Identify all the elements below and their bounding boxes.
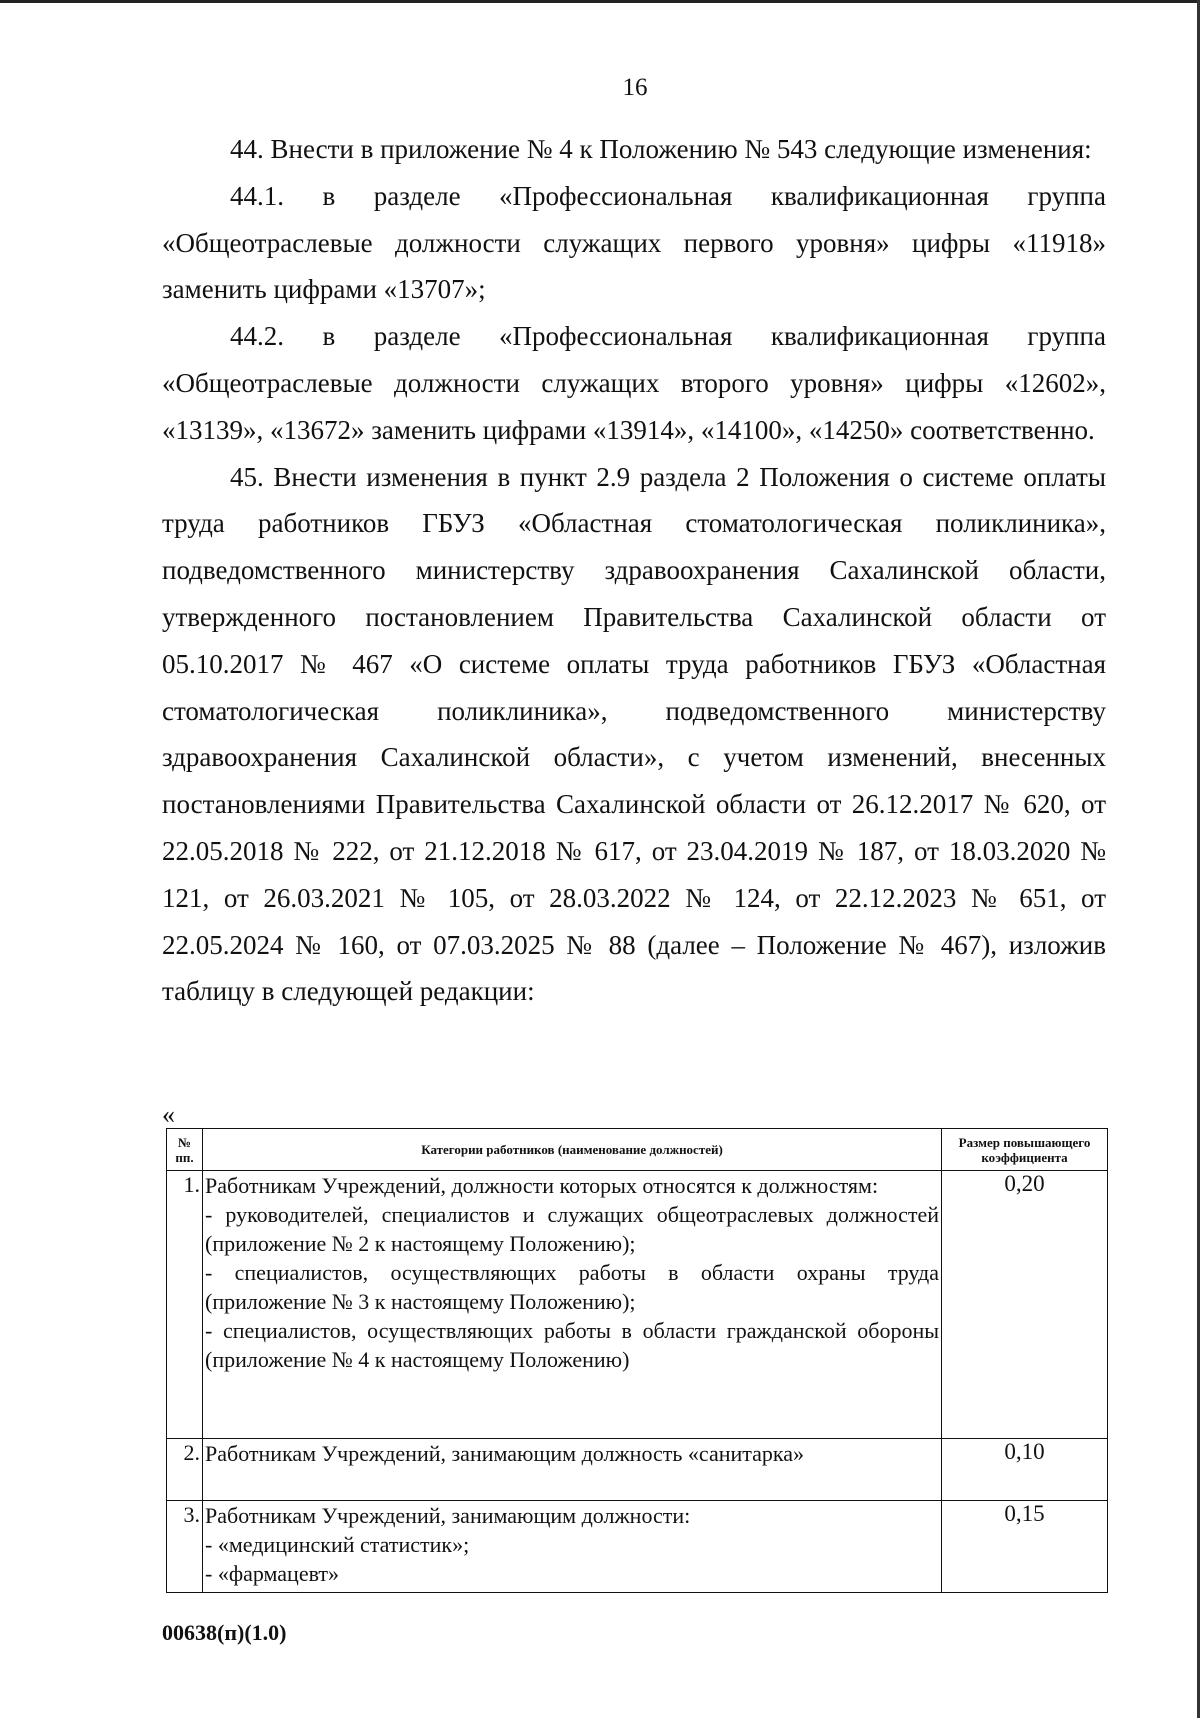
coefficient-table <box>166 1128 1108 1593</box>
row-coefficient: 0,15 <box>942 1501 1108 1593</box>
category-line: Работникам Учреждений, занимающим должность «санитарка» <box>205 1441 805 1466</box>
category-line: - руководителей, специалистов и служащих общеотраслевых должностей (приложение № 2 к настоящему Положению); <box>205 1202 939 1256</box>
header-category: Категории работников (наименование должностей) <box>203 1129 942 1171</box>
row-category <box>203 1501 942 1593</box>
category-line: Работникам Учреждений, должности которых относятся к должностям: <box>205 1173 879 1198</box>
row-category <box>203 1439 942 1501</box>
paragraph-44-1: 44.1. в разделе «Профессиональная квалификационная группа «Общеотраслевые должности служащих первого уровня» цифры «11918» заменить цифрами «13707»; <box>162 180 1106 305</box>
category-line: Работникам Учреждений, занимающим должности: <box>205 1503 691 1528</box>
table-row <box>167 1439 1108 1501</box>
category-line: - специалистов, осуществляющих работы в области гражданской обороны (приложение № 4 к настоящему Положению) <box>205 1318 939 1372</box>
opening-quote-mark: « <box>162 1100 175 1129</box>
category-line: - «медицинский статистик»; <box>205 1532 470 1557</box>
scan-edge-top <box>0 0 1200 3</box>
document-code: 00638(п)(1.0) <box>162 1620 287 1645</box>
row-number: 1. <box>167 1171 203 1439</box>
document-body <box>162 126 1106 1015</box>
table-header-row <box>167 1129 1108 1171</box>
row-number: 2. <box>167 1439 203 1501</box>
paragraph-45: 45. Внести изменения в пункт 2.9 раздела 2 Положения о системе оплаты труда работников ГБУЗ «Областная стоматологическая поликлиника», подведомственного министерству здравоохранения Сахалинской области, утвержденного постановлением Правительства Сахалинской области от 05.10.2017 № 467 «О системе оплаты труда работников ГБУЗ «Областная стоматологическая поликлиника», подведомственного министерству здравоохранения Сахалинской области», с учетом изменений, внесенных постановлениями Правительства Сахалинской области от 26.12.2017 № 620, от 22.05.2018 № 222, от 21.12.2018 № 617, от 23.04.2019 № 187, от 18.03.2020 № 121, от 26.03.2021 № 105, от 28.03.2022 № 124, от 22.12.2023 № 651, от 22.05.2024 № 160, от 07.03.2025 № 88 (далее – Положение № 467), изложив таблицу в следующей редакции: <box>162 461 1106 1007</box>
row-coefficient: 0,20 <box>942 1171 1108 1439</box>
page-number: 16 <box>622 74 648 101</box>
row-number: 3. <box>167 1501 203 1593</box>
row-category <box>203 1171 942 1439</box>
header-number: № пп. <box>167 1129 203 1171</box>
row-coefficient: 0,10 <box>942 1439 1108 1501</box>
header-coefficient: Размер повышающего коэффициента <box>942 1129 1108 1171</box>
paragraph-44-2: 44.2. в разделе «Профессиональная квалификационная группа «Общеотраслевые должности служащих второго уровня» цифры «12602», «13139», «13672» заменить цифрами «13914», «14100», «14250» соответственно. <box>162 321 1106 445</box>
table-row <box>167 1171 1108 1439</box>
paragraph-44: 44. Внести в приложение № 4 к Положению № 543 следующие изменения: <box>230 134 1092 164</box>
table-row <box>167 1501 1108 1593</box>
category-line: - специалистов, осуществляющих работы в области охраны труда (приложение № 3 к настоящему Положению); <box>205 1260 939 1314</box>
category-line: - «фармацевт» <box>205 1561 340 1586</box>
